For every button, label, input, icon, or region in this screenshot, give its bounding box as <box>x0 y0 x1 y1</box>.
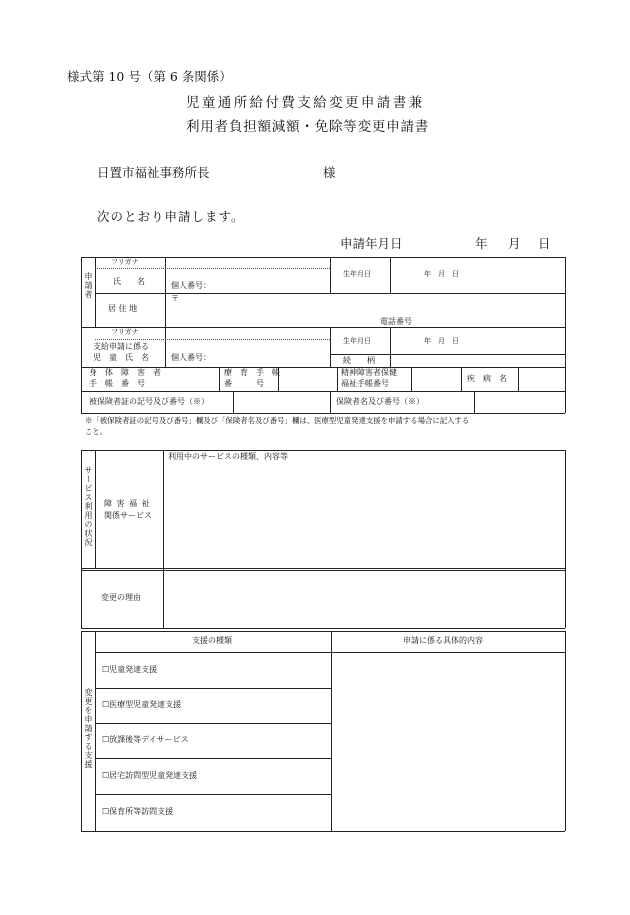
support-change-section-label: 変更を申請する支援 <box>84 688 93 769</box>
title-line-2: 利用者負担額減額・免除等変更申請書 <box>186 119 430 135</box>
service-usage-section-label: サービス利用の状況 <box>84 466 93 547</box>
title-line-1: 児童通所給付費支給変更申請書兼 <box>186 95 425 111</box>
physical-handbook-label-1: 身 体 障 害 者 <box>89 368 161 377</box>
applicant-furigana-label: フリガナ <box>111 258 139 266</box>
rehab-handbook-label-1: 療 育 手 帳 <box>224 368 280 377</box>
insurance-note-line2: こと。 <box>85 427 108 436</box>
support-checkbox-after-school-day-service[interactable]: ☐放課後等デイサービス <box>102 735 189 744</box>
postal-mark: 〒 <box>171 294 179 303</box>
change-reason-label: 変更の理由 <box>101 593 141 602</box>
phone-number-label: 電話番号 <box>380 317 412 326</box>
support-checkbox-home-visit-child-development[interactable]: ☐居宅訪問型児童発達支援 <box>102 771 198 780</box>
support-checkbox-medical-child-development[interactable]: ☐医療型児童発達支援 <box>102 700 182 709</box>
support-detail-header: 申請に係る具体的内容 <box>403 636 483 645</box>
mental-handbook-label-2: 福祉手帳番号 <box>341 379 389 388</box>
insurer-name-number-label: 保険者名及び番号（※） <box>336 397 424 406</box>
addressee: 日置市福祉事務所長 <box>97 165 210 180</box>
date-month-label: 月 <box>508 236 521 251</box>
addressee-honorific: 様 <box>323 165 336 180</box>
intro-text: 次のとおり申請します。 <box>97 209 245 224</box>
applicant-address-label: 居 住 地 <box>108 304 138 313</box>
physical-handbook-label-2: 手 帳 番 号 <box>89 379 145 388</box>
support-checkbox-child-development[interactable]: ☐児童発達支援 <box>102 665 158 674</box>
child-name-label-line1: 支給申請に係る <box>93 342 149 351</box>
disease-name-label: 疾 病 名 <box>467 374 507 383</box>
support-type-header: 支援の種類 <box>192 636 232 645</box>
form-number: 様式第 10 号（第 6 条関係） <box>67 69 232 84</box>
date-day-label: 日 <box>538 236 551 251</box>
welfare-service-label-1: 障 害 福 祉 <box>104 499 151 508</box>
rehab-handbook-label-2: 番 号 <box>224 379 264 388</box>
applicant-my-number-label: 個人番号： <box>171 281 211 290</box>
insured-card-number-label: 被保険者証の記号及び番号（※） <box>89 397 209 406</box>
insurance-note-line1: ※「被保険者証の記号及び番号」欄及び「保険者名及び番号」欄は、医療型児童発達支援を申請する場合に記入する <box>85 416 470 425</box>
applicant-birthdate-label: 生年月日 <box>343 270 371 278</box>
child-birthdate-ymd: 年 月 日 <box>424 337 459 345</box>
child-my-number-label: 個人番号： <box>171 353 211 362</box>
child-name-label-line2: 児 童 氏 名 <box>93 353 149 362</box>
child-birthdate-label: 生年月日 <box>343 337 371 345</box>
applicant-name-label: 氏 名 <box>113 277 145 286</box>
support-checkbox-nursery-visit-support[interactable]: ☐保育所等訪問支援 <box>102 807 174 816</box>
relationship-label: 続 柄 <box>343 356 375 365</box>
applicant-birthdate-ymd: 年 月 日 <box>424 270 459 278</box>
child-furigana-label: フリガナ <box>111 328 139 336</box>
date-year-label: 年 <box>475 236 488 251</box>
welfare-service-label-2: 関係サービス <box>104 511 152 520</box>
applicant-section-label: 申請者 <box>84 272 93 299</box>
application-date-label: 申請年月日 <box>340 236 403 251</box>
mental-handbook-label-1: 精神障害者保健 <box>341 368 397 377</box>
services-in-use-label: 利用中のサービスの種類、内容等 <box>168 452 288 461</box>
